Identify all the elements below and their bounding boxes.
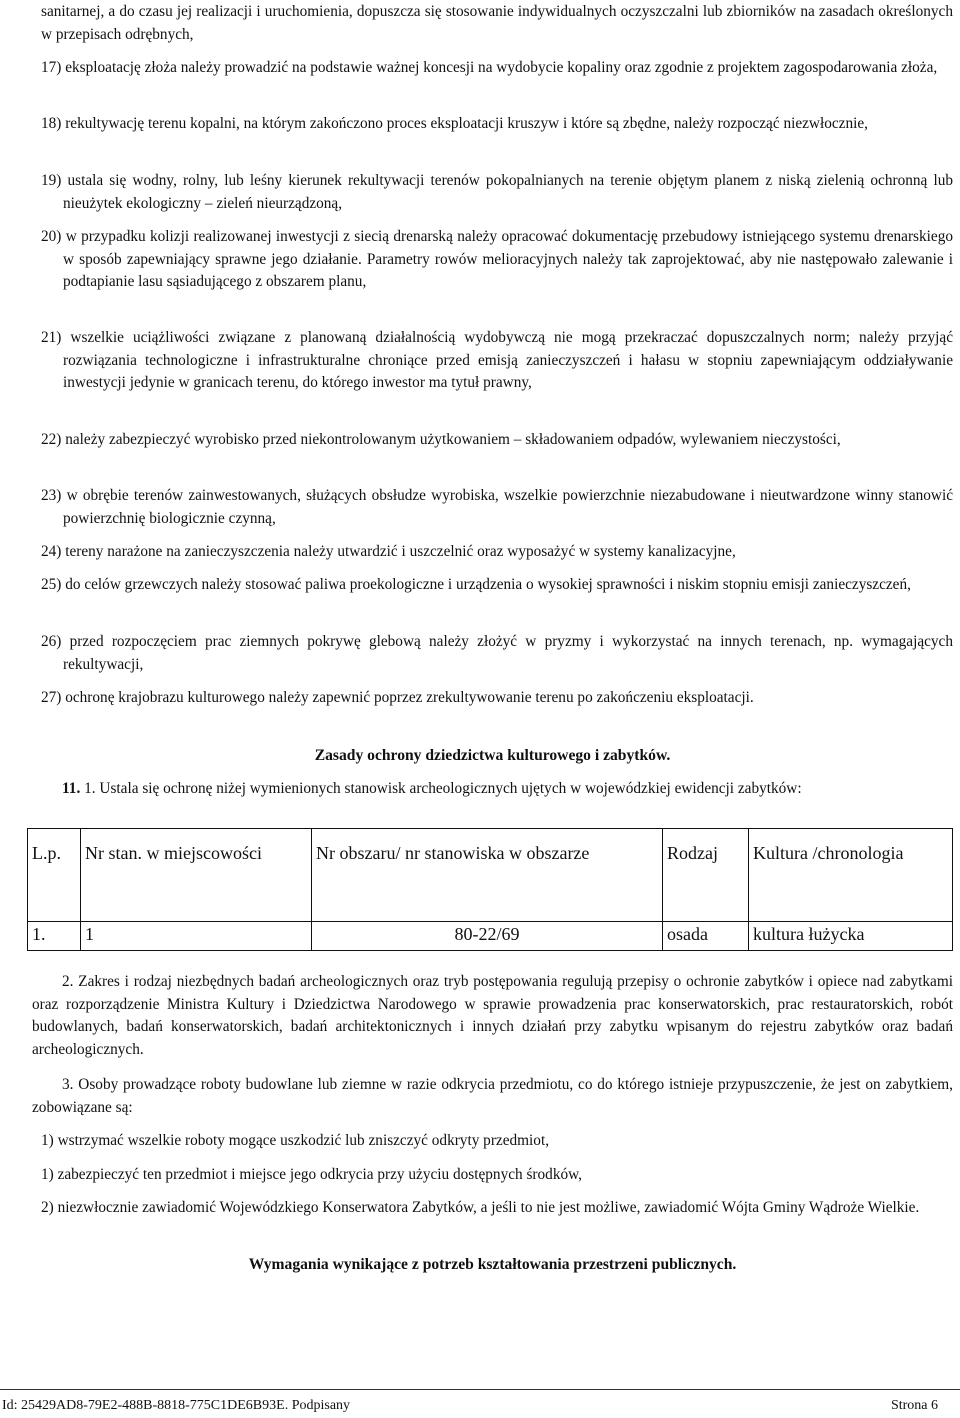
document-id: Id: 25429AD8-79E2-488B-8818-775C1DE6B93E. Podpisany [2,1398,351,1413]
table-header-cell: Nr stan. w miejscowości [81,829,312,922]
list-item-26: 26) przed rozpoczęciem prac ziemnych pokrywę glebową należy złożyć w pryzmy i wykorzystać na innych terenach, np. wymagających rekultywacji, [41,633,953,673]
table-cell: osada [663,922,749,951]
obligation-item-1b: 1) zabezpieczyć ten przedmiot i miejsce jego odkrycia przy użyciu dostępnych środków, [41,1166,582,1183]
heritage-heading: Zasady ochrony dziedzictwa kulturowego i zabytków. [314,747,671,764]
archaeological-sites-table [27,828,953,951]
paragraph-2-text: 2. Zakres i rodzaj niezbędnych badań archeologicznych oraz tryb postępowania regulują przepisy o ochronie zabytków i opiece nad zabytkami oraz rozporządzenie Ministra Kultury i Dziedzictwa Narodowego w sprawie prowadzenia prac konserwatorskich, prac restauratorskich, robót budowlanych, badań konserwatorskich, badań architektonicznych i innych działań przy zabytku wpisanym do rejestru zabytków oraz badań archeologicznych. [32,973,953,1058]
table-cell: kultura łużycka [749,922,953,951]
page-number: Strona 6 [890,1398,938,1413]
table-header-cell: L.p. [28,829,81,922]
paragraph-11-number: 11. [62,780,81,797]
list-item-21: 21) wszelkie uciążliwości związane z planowaną działalnością wydobywczą nie mogą przekraczać dopuszczalnych norm; należy przyjąć rozwiązania technologiczne i infrastrukturalne chroniące przed emisją zanieczyszczeń i hałasu w stopniu zapewniającym oddziaływanie inwestycji jedynie w granicach terenu, do którego inwestor ma tytuł prawny, [41,329,953,391]
table-cell: 1. [28,922,81,951]
public-space-heading: Wymagania wynikające z potrzeb kształtowania przestrzeni publicznych. [248,1256,737,1273]
list-item-25: 25) do celów grzewczych należy stosować paliwa proekologiczne i urządzenia o wysokiej sprawności i niskim stopniu emisji zanieczyszczeń, [41,576,911,593]
list-item-22: 22) należy zabezpieczyć wyrobisko przed niekontrolowanym użytkowaniem – składowaniem odpadów, wylewaniem nieczystości, [41,431,841,448]
table-header-cell: Nr obszaru/ nr stanowiska w obszarze [312,829,663,922]
paragraph-11 [32,778,953,801]
paragraph-11-sub: 1. [84,780,96,797]
table-header-cell: Kultura /chronologia [749,829,953,922]
list-item-17: 17) eksploatację złoża należy prowadzić na podstawie ważnej koncesji na wydobycie kopaliny oraz zgodnie z projektem zagospodarowania złoża, [41,59,938,76]
paragraph-3 [32,1074,953,1119]
table-header-row [28,829,953,922]
list-item-18: 18) rekultywację terenu kopalni, na którym zakończono proces eksploatacji kruszyw i które są zbędne, należy rozpocząć niezwłocznie, [41,115,868,132]
list-item-24: 24) tereny narażone na zanieczyszczenia należy utwardzić i uszczelnić oraz wyposażyć w systemy kanalizacyjne, [41,543,736,560]
page-footer [0,1389,960,1418]
list-item-23: 23) w obrębie terenów zainwestowanych, służących obsłudze wyrobiska, wszelkie powierzchnie niezabudowane i nieutwardzone winny stanowić powierzchnię biologicznie czynną, [41,487,953,527]
table-cell: 80-22/69 [312,922,663,951]
list-item-16-continuation: sanitarnej, a do czasu jej realizacji i uruchomienia, dopuszcza się stosowanie indywidualnych oczyszczalni lub zbiorników na zasadach określonych w przepisach odrębnych, [41,3,953,43]
paragraph-11-text: Ustala się ochronę niżej wymienionych stanowisk archeologicznych ujętych w wojewódzkiej ewidencji zabytków: [99,780,802,797]
table-row [28,922,953,951]
paragraph-2 [32,971,953,1061]
list-item-20: 20) w przypadku kolizji realizowanej inwestycji z siecią drenarską należy opracować dokumentację przebudowy istniejącego systemu drenarskiego w sposób zapewniający sprawne jego działanie. Parametry rowów melioracyjnych należy tak zaprojektować, aby nie następowało zalewanie i podtapianie lasu sąsiadującego z obszarem planu, [41,228,953,290]
list-item-27: 27) ochronę krajobrazu kulturowego należy zapewnić poprzez zrekultywowanie terenu po zakończeniu eksploatacji. [41,689,754,706]
paragraph-3-text: 3. Osoby prowadzące roboty budowlane lub ziemne w razie odkrycia przedmiotu, co do którego istnieje przypuszczenie, że jest on zabytkiem, zobowiązane są: [32,1076,953,1116]
obligation-item-2: 2) niezwłocznie zawiadomić Wojewódzkiego Konserwatora Zabytków, a jeśli to nie jest możliwe, zawiadomić Wójta Gminy Wądroże Wielkie. [41,1199,920,1216]
obligation-item-1: 1) wstrzymać wszelkie roboty mogące uszkodzić lub zniszczyć odkryty przedmiot, [41,1132,550,1149]
table-header-cell: Rodzaj [663,829,749,922]
table-cell: 1 [81,922,312,951]
list-item-19: 19) ustala się wodny, rolny, lub leśny kierunek rekultywacji terenów pokopalnianych na terenie objętym planem z niską zielenią ochronną lub nieużytek ekologiczny – zieleń nieurządzoną, [41,172,953,212]
